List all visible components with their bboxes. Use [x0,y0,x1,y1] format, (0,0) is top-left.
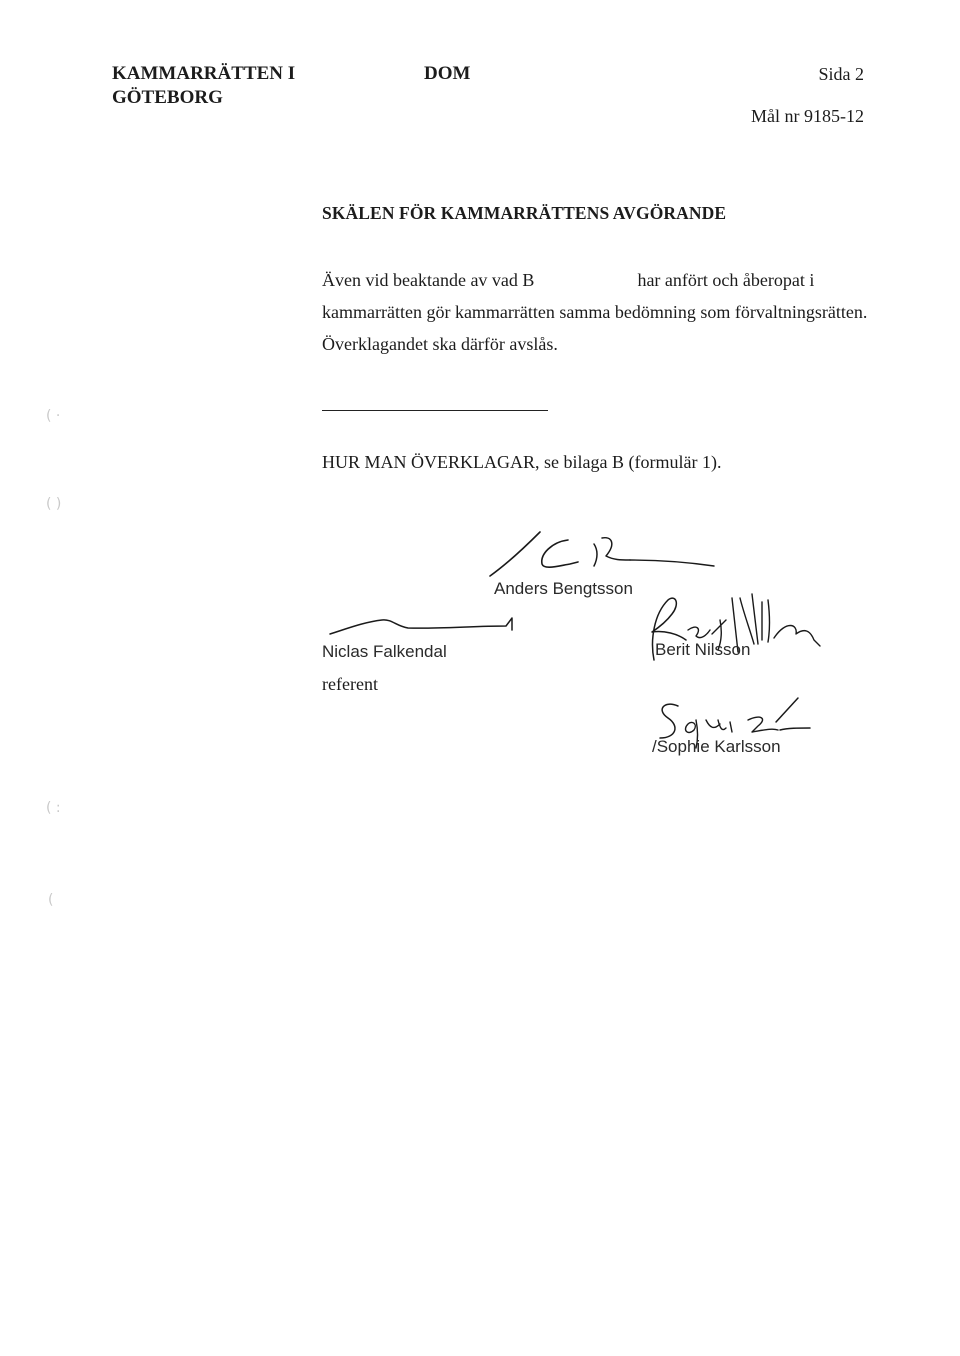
appeal-instructions: HUR MAN ÖVERKLAGAR, se bilaga B (formulär 1). [322,452,722,472]
signer-berit-name: Berit Nilsson [655,640,751,659]
reasons-line-1-end: har anfört och åberopat i [637,270,815,290]
section-heading: SKÄLEN FÖR KAMMARRÄTTENS AVGÖRANDE [322,203,727,223]
scan-mark: ( : [46,800,61,816]
divider-line [322,410,548,411]
court-name [112,62,295,110]
signer-sophie-name: /Sophie Karlsson [652,737,781,756]
document-type: DOM [424,63,471,84]
court-name-line2: GÖTEBORG [112,87,223,108]
scan-mark: ( [48,892,54,908]
case-number: Mål nr 9185-12 [751,106,864,126]
scan-mark: ( ) [46,496,62,512]
signer-anders-name: Anders Bengtsson [494,579,633,598]
reasons-line-1 [322,264,882,296]
reasons-line-2: kammarrätten gör kammarrätten samma bedömning som förvaltningsrätten. [322,302,868,322]
signature-niclas [326,612,526,642]
page-number: Sida 2 [818,64,864,84]
scan-mark: ( · [46,408,61,424]
reasons-line-3: Överklagandet ska därför avslås. [322,334,558,354]
reasons-line-1-start: Även vid beaktande av vad B [322,270,535,290]
signature-anders [482,526,722,582]
reasons-paragraph [322,264,882,360]
signer-niclas-role: referent [322,674,378,694]
court-name-line1: KAMMARRÄTTEN I [112,63,296,84]
signer-niclas-name: Niclas Falkendal [322,642,447,661]
